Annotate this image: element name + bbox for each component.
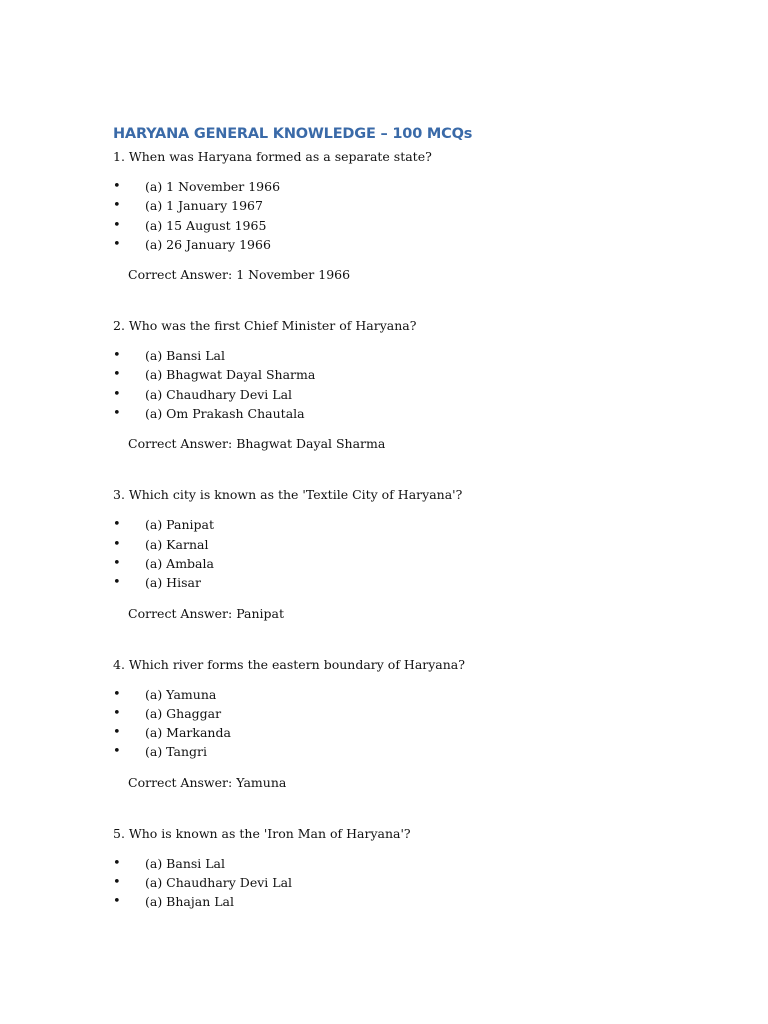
- question-text: 3. Which city is known as the 'Textile City of Haryana'?: [113, 487, 463, 503]
- bullet-icon: •: [113, 198, 121, 214]
- option-item: [113, 723, 713, 742]
- bullet-icon: •: [113, 875, 121, 891]
- question-block: [113, 486, 713, 621]
- question-block: [113, 656, 713, 791]
- bullet-icon: •: [113, 517, 121, 533]
- bullet-icon: •: [113, 686, 121, 702]
- bullet-icon: •: [113, 179, 121, 194]
- option-list: [113, 177, 713, 254]
- question-list: [113, 148, 713, 912]
- option-label: (a) Hisar: [145, 575, 201, 591]
- bullet-icon: •: [113, 386, 121, 402]
- question-block: [113, 317, 713, 452]
- correct-answer-prefix: Correct Answer:: [128, 267, 237, 283]
- option-label: (a) Yamuna: [145, 686, 217, 702]
- option-label: (a) Bansi Lal: [145, 348, 226, 364]
- option-label: (a) 15 August 1965: [145, 217, 267, 233]
- bullet-icon: •: [113, 855, 121, 871]
- document-title: HARYANA GENERAL KNOWLEDGE – 100 MCQs: [113, 126, 473, 142]
- correct-answer: [128, 266, 713, 283]
- option-list: [113, 346, 713, 423]
- bullet-icon: •: [113, 575, 121, 591]
- option-label: (a) Ghaggar: [145, 705, 222, 721]
- correct-answer-prefix: Correct Answer:: [128, 774, 237, 790]
- option-label: (a) Chaudhary Devi Lal: [145, 386, 293, 402]
- option-label: (a) Chaudhary Devi Lal: [145, 875, 293, 891]
- correct-answer-prefix: Correct Answer:: [128, 436, 237, 452]
- correct-answer-prefix: Correct Answer:: [128, 605, 237, 621]
- option-label: (a) Markanda: [145, 725, 231, 741]
- option-list: [113, 685, 713, 762]
- option-item: [113, 535, 713, 554]
- bullet-icon: •: [113, 367, 121, 383]
- option-item: [113, 235, 713, 254]
- bullet-icon: •: [113, 406, 121, 422]
- correct-answer-value: Bhagwat Dayal Sharma: [236, 436, 386, 452]
- option-label: (a) 1 January 1967: [145, 198, 263, 214]
- option-item: [113, 685, 713, 704]
- option-label: (a) Ambala: [145, 555, 214, 571]
- option-label: (a) Karnal: [145, 536, 209, 552]
- question-text: 1. When was Haryana formed as a separate state?: [113, 149, 432, 164]
- question-text: 2. Who was the first Chief Minister of Haryana?: [113, 318, 417, 334]
- question-text: 4. Which river forms the eastern boundary of Haryana?: [113, 656, 465, 672]
- bullet-icon: •: [113, 217, 121, 233]
- option-list: [113, 854, 713, 912]
- bullet-icon: •: [113, 725, 121, 741]
- bullet-icon: •: [113, 555, 121, 571]
- option-label: (a) Om Prakash Chautala: [145, 406, 305, 422]
- question-text: 5. Who is known as the 'Iron Man of Haryana'?: [113, 825, 411, 841]
- option-item: [113, 177, 713, 196]
- option-label: (a) 26 January 1966: [145, 236, 271, 252]
- option-item: [113, 873, 713, 892]
- correct-answer-value: Yamuna: [236, 774, 287, 790]
- option-item: [113, 854, 713, 873]
- option-list: [113, 515, 713, 592]
- option-item: [113, 365, 713, 384]
- correct-answer: [128, 774, 713, 791]
- correct-answer: [128, 435, 713, 452]
- bullet-icon: •: [113, 348, 121, 364]
- bullet-icon: •: [113, 744, 121, 760]
- correct-answer-value: Panipat: [236, 605, 285, 621]
- option-item: [113, 704, 713, 723]
- bullet-icon: •: [113, 236, 121, 252]
- option-item: [113, 742, 713, 761]
- option-item: [113, 196, 713, 215]
- option-label: (a) Bansi Lal: [145, 855, 226, 871]
- correct-answer-value: 1 November 1966: [236, 267, 351, 283]
- bullet-icon: •: [113, 536, 121, 552]
- option-item: [113, 892, 713, 911]
- option-label: (a) Bhajan Lal: [145, 894, 234, 910]
- option-item: [113, 515, 713, 534]
- option-item: [113, 385, 713, 404]
- option-item: [113, 573, 713, 592]
- option-label: (a) Panipat: [145, 517, 215, 533]
- option-item: [113, 554, 713, 573]
- option-item: [113, 346, 713, 365]
- correct-answer: [128, 605, 713, 622]
- option-label: (a) Bhagwat Dayal Sharma: [145, 367, 316, 383]
- question-block: [113, 825, 713, 912]
- question-block: [113, 148, 713, 283]
- option-item: [113, 404, 713, 423]
- bullet-icon: •: [113, 705, 121, 721]
- option-label: (a) 1 November 1966: [145, 179, 281, 194]
- option-label: (a) Tangri: [145, 744, 208, 760]
- document-page: [113, 124, 713, 912]
- bullet-icon: •: [113, 894, 121, 910]
- option-item: [113, 216, 713, 235]
